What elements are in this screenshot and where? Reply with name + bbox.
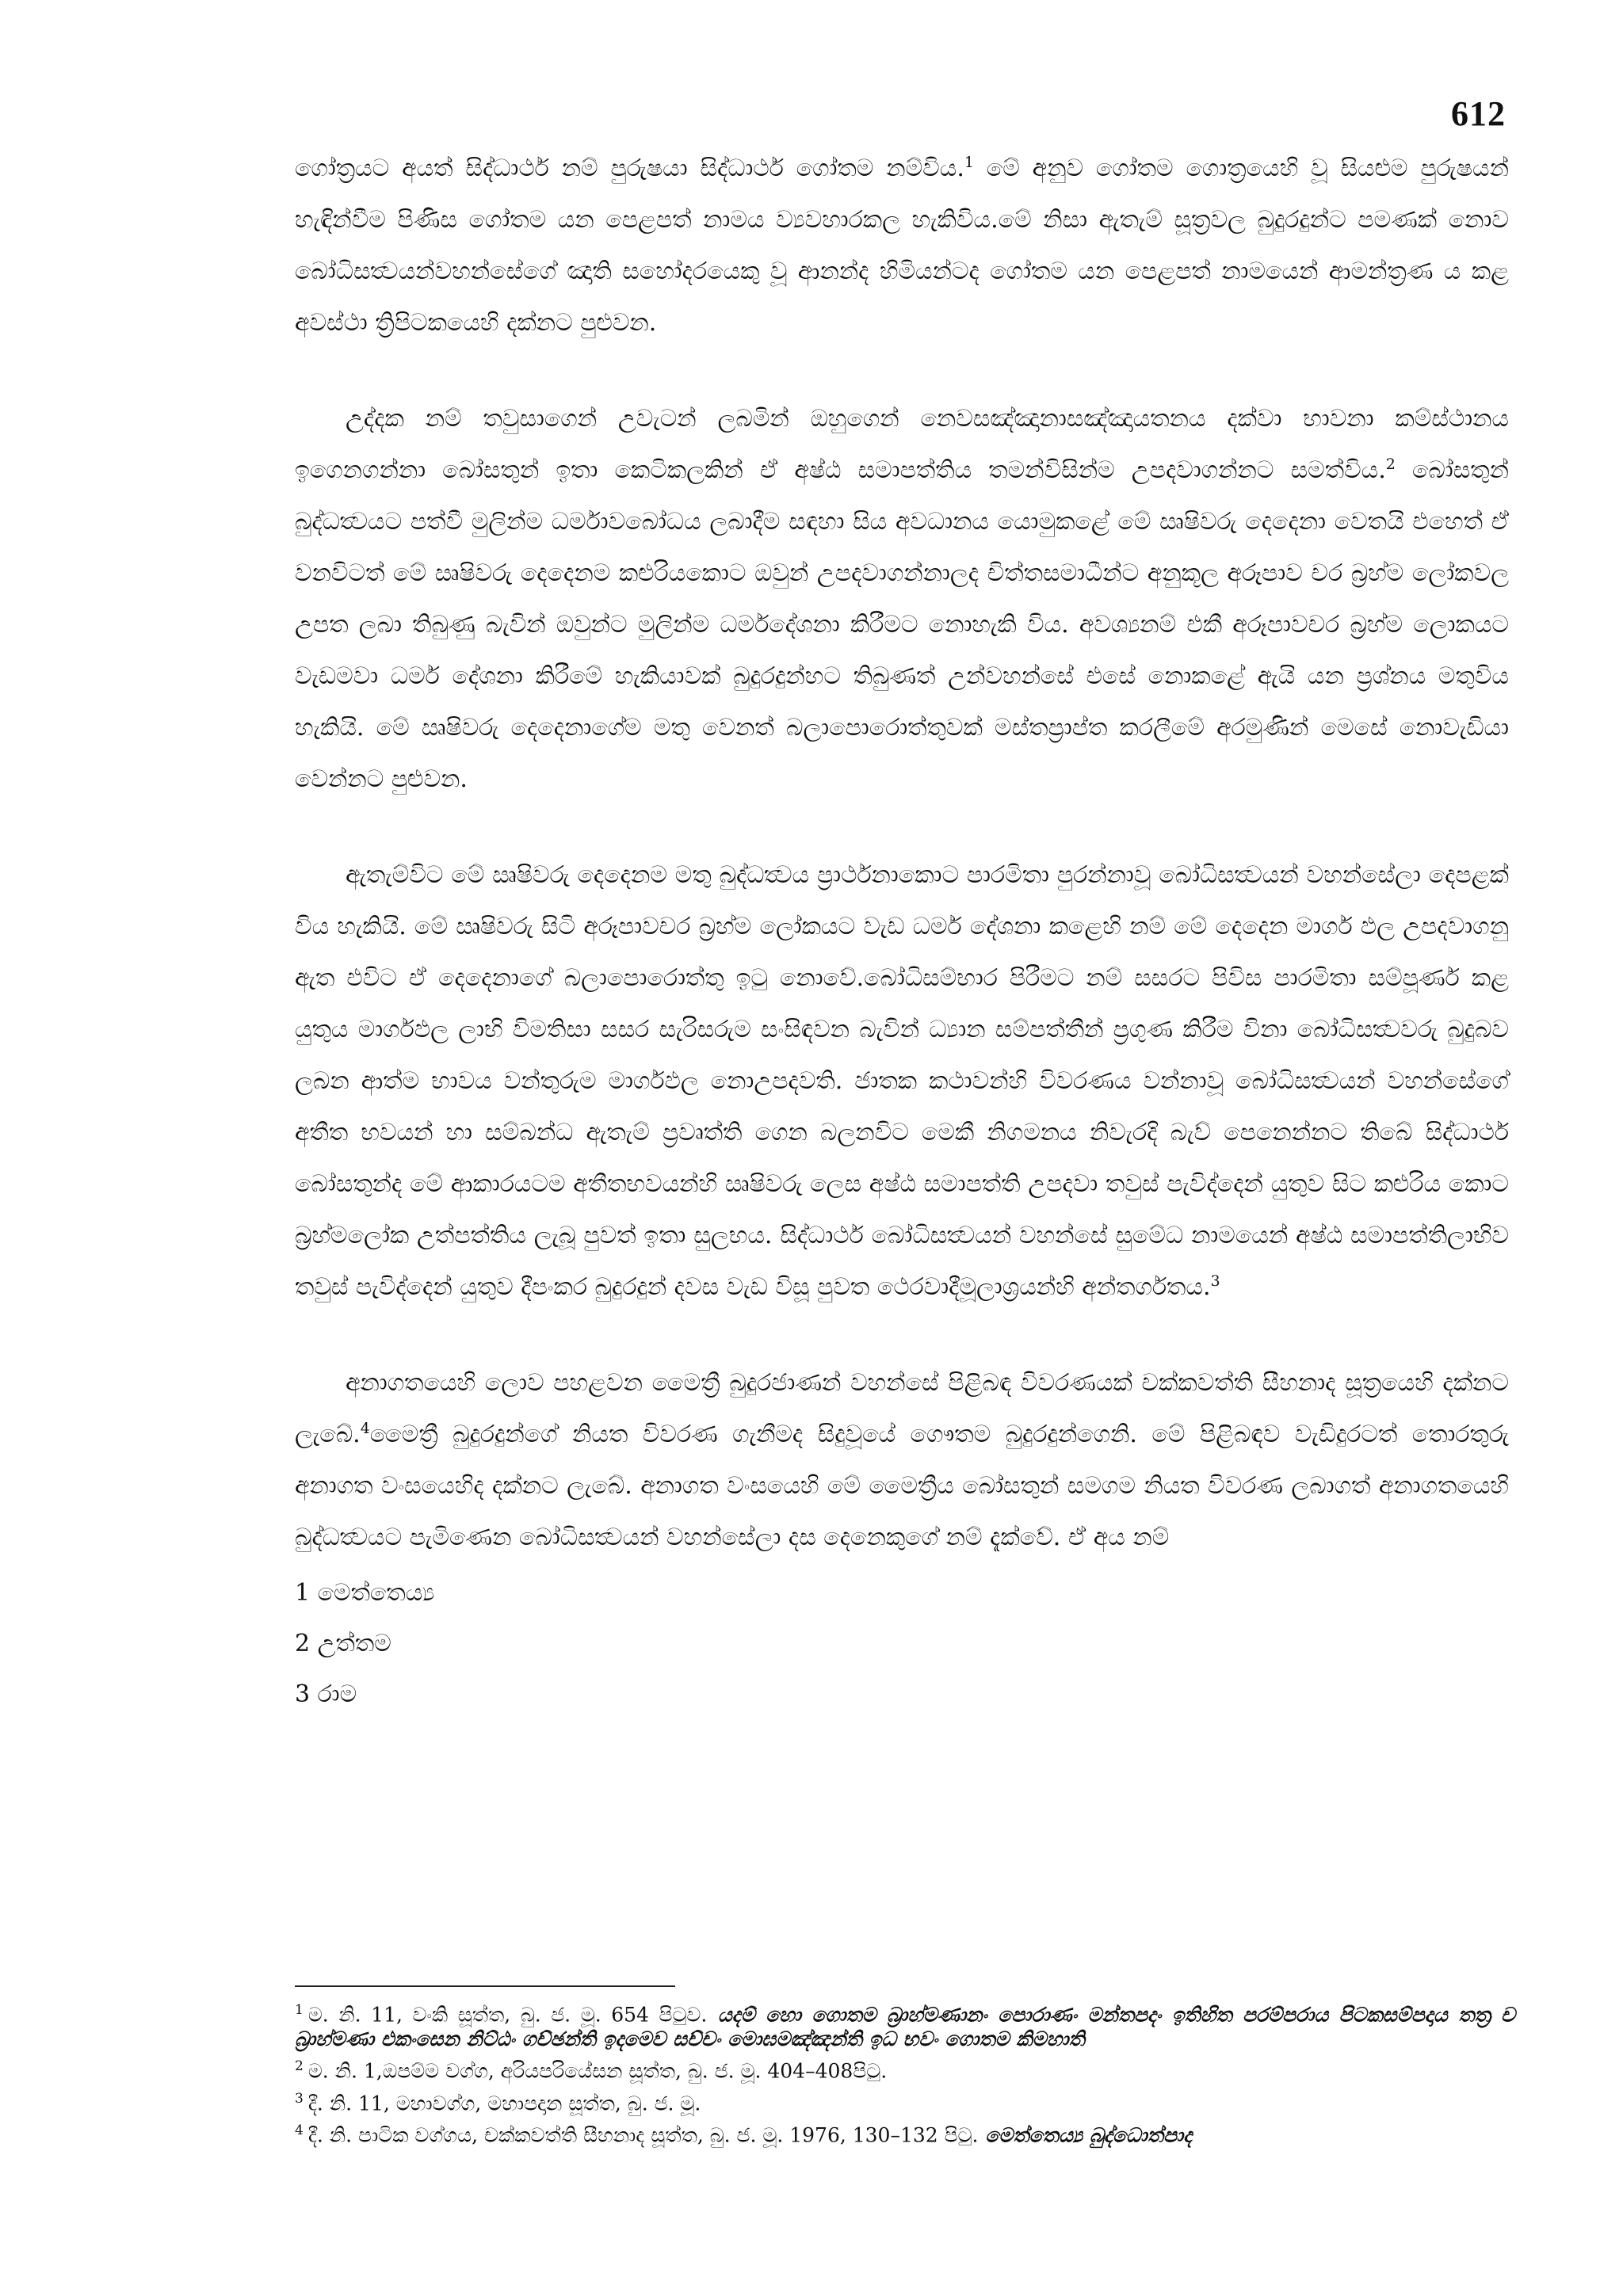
footnote-ref-3[interactable]: 3 [1210, 1272, 1220, 1290]
paragraph-4 [295, 1357, 1509, 1563]
footnote-number: 1 [295, 2002, 304, 2018]
paragraph-1 [295, 143, 1509, 349]
paragraph-1-text-b: මේ අනුව ගෝතම ගොත්‍රයෙහි වූ සියළුම පුරුෂයන් හැඳින්වීම පිණිස ගෝතම යන පෙළපත් නාමය ව්‍යවහාරකල හැකිවිය.මේ නිසා ඇතැම් සූත්‍රවල බුදුරදුන්ට පමණක් නොව බෝධිසත්‍වයන්වහන්සේගේ ඤාති සහෝදරයෙකු වූ ආනන්ද හිමියන්ටද ගෝතම යන පෙළපත් නාමයෙන් ආමන්ත්‍රණ ය කළ අවස්ථා ත්‍රිපිටකයෙහි දක්නට පුළුවන. [295, 154, 1509, 337]
footnote-ref-4[interactable]: 4 [360, 1420, 370, 1437]
footnote-text: ම. නි. 1,ඔපම්ම වග්ග, අරියපරියේසන සූත්ත, බු. ජ. මූ. 404–408පිටු. [307, 2059, 888, 2083]
footnote-quote: මෙත්තෙය්‍ය බුද්ධොත්පාද [978, 2123, 1193, 2147]
footnote-ref-2[interactable]: 2 [1385, 456, 1396, 473]
footnote-divider [295, 1985, 675, 1987]
footnote-text: දී. නි. 11, මහාවග්ග, මහාපදාන සූත්ත, බු. ජ. මූ. [307, 2091, 701, 2115]
footnote-number: 2 [295, 2058, 304, 2075]
footnotes [295, 1998, 1515, 2150]
paragraph-1-text-a: ගෝත්‍රයට අයත් සිද්ධාර්ථ නම් පුරුෂයා සිද්ධාර්ථ ගෝතම නම්විය. [295, 154, 964, 182]
paragraph-3 [295, 849, 1509, 1313]
footnote-quote: යදම් හො ගොතම බ්‍රාහ්මණානං පොරාණං මන්තපදං ඉතිහිත පරම්පරාය පිටකසම්පදාය තත්‍ර ච බ්‍රාහ්මණා එකංසෙන නිට්ඨං ගච්ඡන්ති ඉදමෙව සච්චං මොඝමඤ්ඤන්ති ඉධ භවං ගොතම කිමහාති [295, 2003, 1515, 2051]
paragraph-3-text-a: ඇතැම්විට මේ ඍෂිවරු දෙදෙනම මතු බුද්ධත්‍වය ප්‍රාර්ථනාකොට පාරමිතා පුරන්නාවූ බෝධිසත්‍වයන් වහන්සේලා දෙපළක් විය හැකියි. මේ ඍෂිවරු සිටි අරූපාවචර බ්‍රහ්ම ලෝකයට වැඩ ධර්ම දේශනා කළෙහි නම් මේ දෙදෙන මාර්ග ඵල උපදවාගනු ඇත එවිට ඒ දෙදෙනාගේ බලාපොරොත්තු ඉටු නොවේ.බෝධිසම්භාර පිරීමට නම් සසරට පිවිස පාරමිතා සම්පූර්ණ කළ යුතුය මාර්ගඵල ලාභි විමතිසා සසර සැරිසරුම සංසිඳවන බැවින් ධ්‍යාන සම්පත්තීන් ප්‍රගුණ කිරීම විනා බෝධිසත්‍වවරු බුදුබව ලබන ආත්ම භාවය වන්තුරුම මාර්ගඵල නොඋපදවති. ජාතක කථාවන්හි විවරණය වන්නාවූ බෝධිසත්‍වයන් වහන්සේගේ අතීත භවයන් හා සම්බන්ධ ඇතැම් ප්‍රවෘත්ති ගෙන බලනවිට මෙකී නිගමනය නිවැරදි බැව් පෙනෙන්නට තිබේ සිද්ධාර්ථ බෝසතුන්ද මේ ආකාරයටම අතීතභවයන්හි ඍෂිවරු ලෙස අෂ්ඨ සමාපත්ති උපදවා තවුස් පැවිද්දෙන් යුතුව සිට කළුරිය කොට බ්‍රහ්මලෝක උත්පත්තිය ලැබූ පුවත් ඉතා සුලභය. සිද්ධාර්ථ බෝධිසත්‍වයන් වහන්සේ සුමේධ නාමයෙන් අෂ්ඨ සමාපත්තිලාභිව තවුස් පැවිද්දෙන් යුතුව දීපංකර බුදුරදුන් දවස වැඩ විසූ පුවත ථෙරවාදීමූලාශ්‍රයන්හි අන්තර්ගතය. [295, 861, 1509, 1301]
footnote-ref-1[interactable]: 1 [964, 154, 974, 171]
footnote-text: ම. නි. 11, වංකි සූත්ත, බු. ජ. මූ. 654 පිටුව. [307, 2003, 708, 2027]
footnote-4 [295, 2119, 1515, 2147]
page-number: 612 [1451, 94, 1506, 133]
list-item: 1 මෙත්තෙය්‍ය [295, 1579, 435, 1607]
footnote-number: 3 [295, 2090, 304, 2107]
bodhisattva-list [295, 1568, 1509, 1720]
list-item: 3 රාම [295, 1680, 357, 1708]
body-text [295, 143, 1509, 1720]
footnote-1 [295, 1998, 1515, 2051]
paragraph-4-text-b: මෛත්‍රී බුදුරදුන්ගේ නියත විවරණ ගැනීමද සිදුවූයේ ගෞතම බුදුරදුන්ගෙනි. මේ පිළිබඳව වැඩිදුරටත් තොරතුරු අනාගත වංසයෙහිද දක්නට ලැබේ. අනාගත වංසයෙහි මේ මෛත්‍රීය බෝසතුන් සමගම නියත විවරණ ලබාගත් අනාගතයෙහි බුද්ධත්‍වයට පැමිණෙන බෝධිසත්‍වයන් වහන්සේලා දස දෙනෙකුගේ නම් දැක්වේ. ඒ අය නම් [295, 1421, 1509, 1551]
footnote-text: දී. නි. පාටික වග්ගය, චක්කවත්ති සීහනාද සූත්ත, බු. ජ. මූ. 1976, 130–132 පිටු. [307, 2123, 979, 2147]
paragraph-2 [295, 393, 1509, 805]
paragraph-2-text-b: බෝසතුන් බුද්ධත්‍වයට පත්වී මුලින්ම ධර්මාවබෝධය ලබාදීම සඳහා සිය අවධානය යොමුකළේ මේ ඍෂිවරු දෙදෙනා වෙතයි එහෙත් ඒ වනවිටත් මේ ඍෂිවරු දෙදෙනම කළුරියකොට ඔවුන් උපදවාගන්නාලද චිත්තසමාධීන්ට අනුකූල අරූපාව චර බ්‍රහ්ම ලෝකවල උපත ලබා තිබුණු බැවින් ඔවුන්ට මුලින්ම ධර්මදේශනා කිරීමට නොහැකි විය. අවශ්‍යනම් එකී අරූපාවචර බ්‍රහ්ම ලොකයට වැඩමවා ධර්ම දේශනා කිරීමේ හැකියාවක් බුදුරදුන්හට තිබුණත් උන්වහන්සේ එසේ නොකළේ ඇයි යන ප්‍රශ්නය මතුවිය හැකියි. මේ ඍෂිවරු දෙදෙනාගේම මතු වෙනත් බලාපොරොත්තුවක් මස්තප්‍රාප්ත කරලීමේ අරමුණින් මෙසේ නොවැඩියා වෙන්නට පුළුවන. [295, 456, 1510, 793]
paragraph-2-text-a: උද්දක නම් තවුසාගෙන් උවැටන් ලබමින් ඔහුගෙන් නෙවසඤ්ඤානාසඤ්ඤායතනය දක්වා භාවනා කම්ස්ථානය ඉගෙනගන්නා බෝසතුන් ඉතා කෙටිකලකින් ඒ අෂ්ඨ සමාපත්තිය තමන්විසින්ම උපදවාගන්නට සමත්විය. [295, 405, 1509, 484]
footnote-number: 4 [295, 2122, 304, 2138]
paragraph-4-text-a: අනාගතයෙහි ලොව පහළවන මෛත්‍රී බුදුරජාණන් වහන්සේ පිළිබඳ විවරණයක් චක්කවත්ති සීහනාද සූත්‍රයෙහි දක්නට ලැබේ. [295, 1369, 1509, 1448]
footnote-3 [295, 2087, 1515, 2115]
footnote-2 [295, 2054, 1515, 2083]
list-item: 2 උත්තම [295, 1630, 391, 1657]
